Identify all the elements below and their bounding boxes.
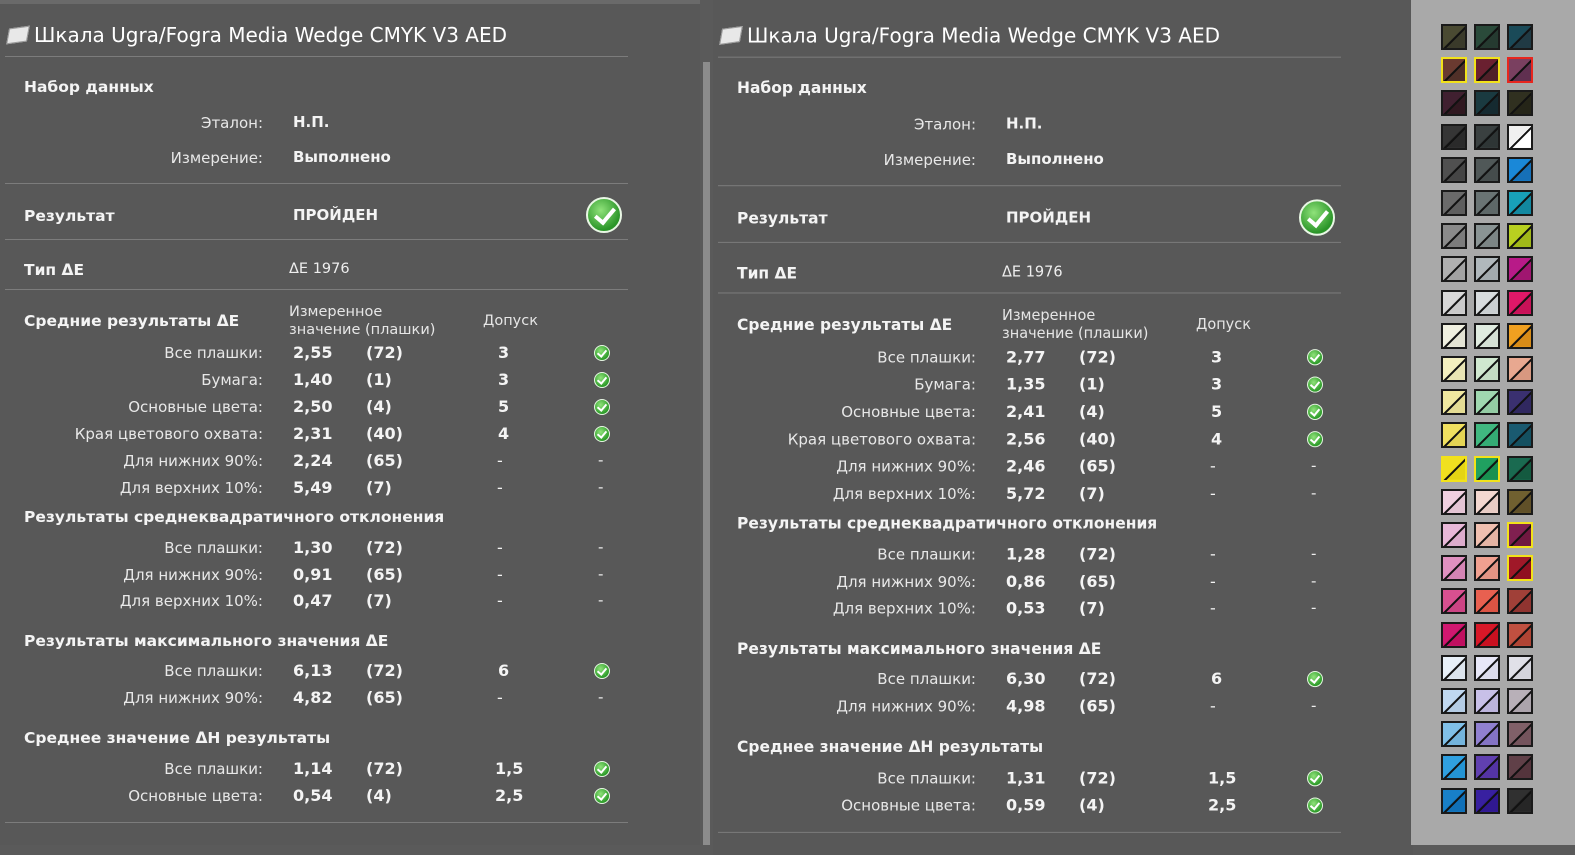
de-type-label: Тип ΔE bbox=[24, 261, 85, 279]
measurement-label: Измерение: bbox=[170, 149, 263, 167]
color-swatch bbox=[1441, 721, 1467, 747]
color-swatch bbox=[1474, 157, 1500, 183]
row-label: Все плашки: bbox=[164, 662, 263, 680]
reference-value: Н.П. bbox=[1006, 114, 1043, 133]
row-count: (72) bbox=[1079, 544, 1116, 564]
tolerance-header: Допуск bbox=[483, 313, 538, 329]
panel-gutter bbox=[1358, 0, 1408, 845]
color-swatch bbox=[1441, 356, 1467, 382]
de-type-value: ΔE 1976 bbox=[1002, 264, 1063, 281]
color-swatch bbox=[1441, 57, 1467, 83]
row-label: Все плашки: bbox=[877, 348, 976, 367]
color-swatch bbox=[1474, 57, 1500, 83]
color-swatch bbox=[1441, 323, 1467, 349]
row-tolerance: - bbox=[1210, 544, 1216, 564]
row-status-dash: - bbox=[598, 451, 604, 469]
color-swatch bbox=[1441, 223, 1467, 249]
color-swatch bbox=[1441, 190, 1467, 216]
color-swatch bbox=[1474, 721, 1500, 747]
row-value: 2,46 bbox=[1006, 456, 1046, 476]
row-label: Все плашки: bbox=[164, 344, 263, 362]
reference-label: Эталон: bbox=[200, 114, 263, 132]
divider bbox=[5, 822, 628, 823]
row-label: Для нижних 90%: bbox=[836, 457, 976, 476]
row-value: 4,98 bbox=[1006, 696, 1046, 716]
row-value: 2,24 bbox=[293, 451, 333, 470]
pass-check-icon bbox=[594, 345, 610, 361]
row-label: Края цветового охвата: bbox=[74, 425, 263, 443]
color-swatch bbox=[1441, 622, 1467, 648]
row-count: (1) bbox=[366, 370, 392, 389]
row-tolerance: - bbox=[497, 538, 503, 557]
color-swatch bbox=[1474, 422, 1500, 448]
row-label: Для верхних 10%: bbox=[119, 479, 263, 497]
row-count: (7) bbox=[1079, 598, 1105, 618]
row-count: (1) bbox=[1079, 374, 1105, 394]
row-label: Основные цвета: bbox=[841, 796, 976, 815]
row-value: 1,14 bbox=[293, 759, 333, 778]
row-tolerance: 1,5 bbox=[495, 759, 524, 778]
row-status-dash: - bbox=[1311, 456, 1317, 475]
measured-header: Измеренное значение (плашки) bbox=[289, 304, 436, 338]
max-heading: Результаты максимального значения ΔE bbox=[24, 632, 389, 650]
color-swatch bbox=[1441, 489, 1467, 515]
color-swatch bbox=[1474, 688, 1500, 714]
color-swatch bbox=[1474, 754, 1500, 780]
result-value: ПРОЙДЕН bbox=[293, 206, 379, 224]
measurement-label: Измерение: bbox=[883, 150, 976, 170]
pass-check-icon bbox=[594, 372, 610, 388]
pass-check-icon bbox=[1307, 431, 1323, 447]
pass-check-icon bbox=[586, 197, 622, 233]
row-value: 1,28 bbox=[1006, 544, 1046, 564]
row-tolerance: 6 bbox=[498, 661, 510, 680]
color-swatch bbox=[1507, 256, 1533, 282]
color-swatch bbox=[1441, 90, 1467, 116]
row-count: (72) bbox=[366, 759, 403, 778]
row-label: Основные цвета: bbox=[128, 787, 263, 805]
row-tolerance: - bbox=[497, 688, 503, 707]
row-count: (4) bbox=[366, 786, 392, 805]
divider bbox=[5, 239, 628, 240]
row-value: 0,59 bbox=[1006, 795, 1046, 815]
color-swatch bbox=[1441, 24, 1467, 50]
row-tolerance: - bbox=[1210, 696, 1216, 716]
row-status-dash: - bbox=[1311, 544, 1317, 563]
color-swatch bbox=[1507, 588, 1533, 614]
color-swatch bbox=[1474, 190, 1500, 216]
row-value: 2,41 bbox=[1006, 401, 1046, 421]
row-status-dash: - bbox=[1311, 696, 1317, 715]
color-swatch bbox=[1507, 323, 1533, 349]
row-value: 1,40 bbox=[293, 370, 333, 389]
max-heading: Результаты максимального значения ΔE bbox=[737, 639, 1102, 658]
row-status-dash: - bbox=[1311, 483, 1317, 502]
pass-check-icon bbox=[594, 788, 610, 804]
report-panel-right bbox=[713, 0, 1413, 855]
dataset-heading: Набор данных bbox=[24, 78, 154, 96]
std-heading: Результаты среднеквадратичного отклонения bbox=[737, 514, 1158, 533]
row-label: Все плашки: bbox=[877, 769, 976, 788]
row-label: Все плашки: bbox=[877, 669, 976, 689]
row-status-dash: - bbox=[598, 564, 604, 583]
row-status-dash: - bbox=[1311, 598, 1317, 617]
color-swatch bbox=[1507, 389, 1533, 415]
report-title-text: Шкала Ugra/Fogra Media Wedge CMYK V3 AED bbox=[747, 23, 1221, 48]
row-value: 2,56 bbox=[1006, 429, 1046, 449]
pass-check-icon bbox=[1307, 770, 1323, 786]
color-swatch bbox=[1474, 124, 1500, 150]
pass-check-icon bbox=[594, 663, 610, 679]
color-swatch bbox=[1507, 157, 1533, 183]
avg-heading: Средние результаты ΔE bbox=[737, 315, 953, 334]
row-tolerance: - bbox=[497, 478, 503, 497]
avg-heading: Средние результаты ΔE bbox=[24, 312, 240, 330]
row-tolerance: 1,5 bbox=[1208, 768, 1237, 788]
color-swatch bbox=[1507, 57, 1533, 83]
result-label: Результат bbox=[737, 209, 828, 228]
row-tolerance: - bbox=[1210, 483, 1216, 503]
color-swatch bbox=[1507, 456, 1533, 482]
measurement-value: Выполнено bbox=[293, 148, 391, 166]
color-swatch bbox=[1507, 721, 1533, 747]
std-heading: Результаты среднеквадратичного отклонения bbox=[24, 508, 445, 526]
color-swatch bbox=[1507, 489, 1533, 515]
color-swatch bbox=[1474, 522, 1500, 548]
row-value: 4,82 bbox=[293, 688, 333, 707]
color-swatch bbox=[1441, 788, 1467, 814]
divider bbox=[718, 292, 1341, 293]
tolerance-header: Допуск bbox=[1196, 316, 1251, 333]
color-swatch bbox=[1441, 588, 1467, 614]
pass-check-icon bbox=[1307, 671, 1323, 687]
report-title bbox=[8, 20, 507, 50]
row-value: 0,54 bbox=[293, 786, 333, 805]
row-value: 6,13 bbox=[293, 661, 333, 680]
color-swatch bbox=[1441, 256, 1467, 282]
row-tolerance: - bbox=[497, 564, 503, 584]
row-count: (40) bbox=[366, 424, 403, 443]
row-count: (4) bbox=[1079, 795, 1105, 815]
row-label: Для верхних 10%: bbox=[119, 592, 263, 610]
color-swatch bbox=[1474, 356, 1500, 382]
row-count: (4) bbox=[366, 397, 392, 416]
row-value: 2,77 bbox=[1006, 347, 1046, 367]
color-swatch bbox=[1441, 422, 1467, 448]
row-count: (65) bbox=[1079, 696, 1116, 716]
reference-value: Н.П. bbox=[293, 113, 330, 131]
color-swatch bbox=[1441, 522, 1467, 548]
pass-check-icon bbox=[594, 761, 610, 777]
row-status-dash: - bbox=[598, 538, 604, 556]
row-value: 2,31 bbox=[293, 424, 333, 443]
row-status-dash: - bbox=[598, 591, 604, 609]
color-swatch bbox=[1441, 389, 1467, 415]
measured-header: Измеренное значение (плашки) bbox=[1002, 307, 1149, 343]
row-label: Основные цвета: bbox=[128, 398, 263, 416]
dataset-heading: Набор данных bbox=[737, 78, 867, 98]
row-label: Все плашки: bbox=[164, 760, 263, 778]
row-tolerance: 2,5 bbox=[1208, 795, 1237, 815]
color-swatch bbox=[1507, 24, 1533, 50]
row-tolerance: 5 bbox=[1211, 401, 1223, 421]
row-count: (72) bbox=[366, 343, 403, 362]
row-count: (65) bbox=[1079, 456, 1116, 476]
color-swatch bbox=[1441, 124, 1467, 150]
color-swatch bbox=[1474, 655, 1500, 681]
color-swatch bbox=[1474, 622, 1500, 648]
panel-divider bbox=[703, 62, 710, 845]
row-tolerance: - bbox=[1210, 456, 1216, 476]
pass-check-icon bbox=[1307, 404, 1323, 420]
row-count: (4) bbox=[1079, 401, 1105, 421]
row-tolerance: - bbox=[497, 451, 503, 470]
divider bbox=[5, 183, 628, 184]
color-swatch bbox=[1507, 124, 1533, 150]
result-value: ПРОЙДЕН bbox=[1006, 208, 1092, 227]
color-swatch bbox=[1474, 323, 1500, 349]
color-swatch bbox=[1441, 555, 1467, 581]
row-count: (72) bbox=[1079, 347, 1116, 367]
row-value: 0,91 bbox=[293, 564, 333, 584]
row-value: 6,30 bbox=[1006, 668, 1046, 689]
row-label: Края цветового охвата: bbox=[787, 430, 976, 449]
de-type-label: Тип ΔE bbox=[737, 264, 798, 283]
divider bbox=[5, 56, 628, 57]
row-label: Для нижних 90%: bbox=[123, 452, 263, 470]
row-value: 1,35 bbox=[1006, 374, 1046, 394]
row-label: Бумага: bbox=[201, 371, 263, 389]
row-count: (7) bbox=[366, 591, 392, 610]
row-count: (65) bbox=[1079, 571, 1116, 591]
pass-check-icon bbox=[1307, 376, 1323, 392]
pass-check-icon bbox=[1299, 199, 1335, 235]
color-swatch bbox=[1441, 655, 1467, 681]
color-swatch bbox=[1441, 290, 1467, 316]
row-tolerance: 3 bbox=[498, 343, 510, 362]
color-swatch bbox=[1507, 688, 1533, 714]
color-swatch bbox=[1474, 389, 1500, 415]
color-swatch bbox=[1507, 622, 1533, 648]
color-swatch bbox=[1507, 290, 1533, 316]
row-tolerance: 2,5 bbox=[495, 786, 524, 805]
color-swatch bbox=[1474, 290, 1500, 316]
result-label: Результат bbox=[24, 207, 115, 225]
color-swatch bbox=[1441, 157, 1467, 183]
row-count: (40) bbox=[1079, 429, 1116, 449]
divider bbox=[718, 57, 1341, 58]
report-title bbox=[721, 20, 1220, 50]
row-status-dash: - bbox=[1311, 571, 1317, 590]
row-label: Бумага: bbox=[914, 375, 976, 394]
divider bbox=[5, 289, 628, 290]
color-swatch bbox=[1474, 24, 1500, 50]
row-count: (72) bbox=[1079, 668, 1116, 689]
row-count: (65) bbox=[366, 451, 403, 470]
row-count: (72) bbox=[366, 661, 403, 680]
color-swatch bbox=[1507, 522, 1533, 548]
row-count: (65) bbox=[366, 688, 403, 707]
color-swatch bbox=[1441, 456, 1467, 482]
color-swatch bbox=[1474, 788, 1500, 814]
row-value: 2,55 bbox=[293, 343, 333, 362]
row-value: 1,30 bbox=[293, 538, 333, 557]
row-label: Все плашки: bbox=[164, 539, 263, 557]
dh-heading: Среднее значение ΔH результаты bbox=[24, 729, 331, 747]
row-tolerance: 4 bbox=[1211, 429, 1223, 449]
color-swatch bbox=[1507, 788, 1533, 814]
color-swatch bbox=[1474, 555, 1500, 581]
color-swatch bbox=[1507, 90, 1533, 116]
divider bbox=[718, 242, 1341, 243]
measurement-value: Выполнено bbox=[1006, 149, 1104, 168]
row-value: 0,86 bbox=[1006, 571, 1046, 591]
report-panel-left bbox=[0, 0, 700, 845]
color-swatch bbox=[1474, 256, 1500, 282]
row-tolerance: 3 bbox=[1211, 374, 1223, 394]
pass-check-icon bbox=[594, 426, 610, 442]
row-count: (7) bbox=[366, 478, 392, 497]
row-value: 5,72 bbox=[1006, 483, 1046, 503]
color-swatch bbox=[1507, 422, 1533, 448]
report-title-text: Шкала Ugra/Fogra Media Wedge CMYK V3 AED bbox=[34, 23, 508, 47]
document-icon bbox=[6, 26, 30, 45]
row-label: Все плашки: bbox=[877, 545, 976, 564]
row-tolerance: 6 bbox=[1211, 668, 1223, 689]
color-swatch bbox=[1507, 190, 1533, 216]
row-label: Для верхних 10%: bbox=[832, 599, 976, 618]
color-swatch bbox=[1441, 754, 1467, 780]
row-value: 0,53 bbox=[1006, 598, 1046, 618]
color-swatch bbox=[1441, 688, 1467, 714]
row-label: Для нижних 90%: bbox=[836, 572, 976, 591]
color-swatch bbox=[1474, 489, 1500, 515]
row-tolerance: 5 bbox=[498, 397, 510, 416]
row-label: Для нижних 90%: bbox=[123, 565, 263, 584]
color-swatch bbox=[1507, 356, 1533, 382]
row-status-dash: - bbox=[598, 688, 604, 706]
row-tolerance: 4 bbox=[498, 424, 510, 443]
color-swatch bbox=[1507, 655, 1533, 681]
row-value: 1,31 bbox=[1006, 768, 1046, 788]
row-label: Для нижних 90%: bbox=[123, 689, 263, 707]
row-value: 0,47 bbox=[293, 591, 333, 610]
divider bbox=[718, 185, 1341, 186]
pass-check-icon bbox=[1307, 797, 1323, 813]
divider bbox=[718, 832, 1341, 833]
row-count: (65) bbox=[366, 564, 403, 584]
row-label: Для верхних 10%: bbox=[832, 484, 976, 503]
row-count: (72) bbox=[1079, 768, 1116, 788]
row-count: (7) bbox=[1079, 483, 1105, 503]
row-tolerance: 3 bbox=[498, 370, 510, 389]
color-swatch bbox=[1474, 223, 1500, 249]
row-label: Для нижних 90%: bbox=[836, 697, 976, 716]
row-status-dash: - bbox=[598, 478, 604, 496]
reference-label: Эталон: bbox=[913, 115, 976, 134]
color-swatch bbox=[1507, 754, 1533, 780]
swatch-strip bbox=[1411, 0, 1575, 845]
dh-heading: Среднее значение ΔH результаты bbox=[737, 737, 1044, 756]
row-tolerance: - bbox=[1210, 598, 1216, 618]
color-swatch bbox=[1474, 456, 1500, 482]
color-swatch bbox=[1474, 588, 1500, 614]
row-count: (72) bbox=[366, 538, 403, 557]
color-swatch bbox=[1474, 90, 1500, 116]
row-tolerance: - bbox=[497, 591, 503, 610]
color-swatch bbox=[1507, 555, 1533, 581]
pass-check-icon bbox=[594, 399, 610, 415]
row-tolerance: - bbox=[1210, 571, 1216, 591]
row-label: Основные цвета: bbox=[841, 402, 976, 421]
document-icon bbox=[719, 26, 743, 45]
color-swatch bbox=[1507, 223, 1533, 249]
de-type-value: ΔE 1976 bbox=[289, 261, 350, 277]
row-value: 2,50 bbox=[293, 397, 333, 416]
pass-check-icon bbox=[1307, 349, 1323, 365]
row-value: 5,49 bbox=[293, 478, 333, 497]
row-tolerance: 3 bbox=[1211, 347, 1223, 367]
